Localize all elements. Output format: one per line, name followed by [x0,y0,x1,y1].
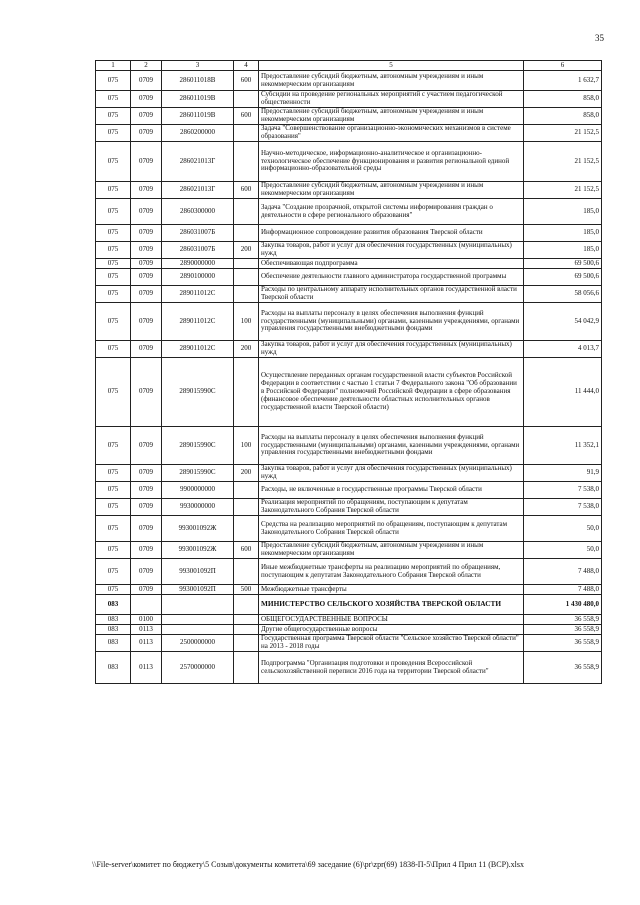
cell-ved: 075 [96,482,131,499]
cell-sum: 11 444,0 [524,358,602,427]
cell-ved: 075 [96,559,131,585]
cell-vr: 600 [234,71,259,91]
cell-name: Предоставление субсидий бюджетным, автономным учреждениям и иным некоммерческим организациям [259,71,524,91]
cell-name: Расходы по центральному аппарату исполнительных органов государственной власти Тверской области [259,286,524,303]
table-row [96,303,602,341]
table-row [96,585,602,595]
page-number: 35 [595,33,604,43]
table-body [96,71,602,684]
cell-cs [162,595,234,615]
cell-vr [234,91,259,108]
cell-ved: 075 [96,286,131,303]
cell-name: Предоставление субсидий бюджетным, автономным учреждениям и иным некоммерческим организациям [259,542,524,559]
cell-name: Субсидии на проведение региональных мероприятий с участием педагогической общественности [259,91,524,108]
cell-sum: 7 488,0 [524,559,602,585]
cell-sum: 69 500,6 [524,269,602,286]
cell-rz: 0709 [131,242,162,259]
table-row [96,595,602,615]
cell-name: Закупка товаров, работ и услуг для обеспечения государственных (муниципальных) нужд [259,242,524,259]
cell-sum: 858,0 [524,108,602,125]
cell-name: МИНИСТЕРСТВО СЕЛЬСКОГО ХОЗЯЙСТВА ТВЕРСКОЙ ОБЛАСТИ [259,595,524,615]
cell-vr [234,286,259,303]
table-row [96,615,602,625]
cell-vr [234,125,259,142]
cell-name: Предоставление субсидий бюджетным, автономным учреждениям и иным некоммерческим организациям [259,182,524,199]
cell-sum: 21 152,5 [524,125,602,142]
cell-name: Информационное сопровождение развития образования Тверской области [259,225,524,242]
table-row [96,182,602,199]
cell-rz: 0709 [131,91,162,108]
cell-cs: 2570000000 [162,652,234,684]
cell-vr [234,625,259,635]
cell-rz: 0709 [131,559,162,585]
cell-rz: 0709 [131,585,162,595]
cell-ved: 083 [96,625,131,635]
table-row [96,625,602,635]
cell-cs: 286011019В [162,108,234,125]
cell-sum: 185,0 [524,242,602,259]
cell-sum: 36 558,9 [524,635,602,652]
table-row [96,225,602,242]
cell-cs: 289015990С [162,358,234,427]
cell-vr: 600 [234,542,259,559]
cell-rz: 0709 [131,465,162,482]
cell-sum: 36 558,9 [524,652,602,684]
cell-cs: 289015990С [162,427,234,465]
column-header: 6 [524,61,602,71]
cell-ved: 075 [96,108,131,125]
cell-rz: 0709 [131,125,162,142]
cell-cs: 286011019В [162,91,234,108]
cell-name: Иные межбюджетные трансферты на реализацию мероприятий по обращениям, поступающим к депутатам Законодательного Собрания Тверской области [259,559,524,585]
cell-ved: 075 [96,91,131,108]
table-row [96,341,602,358]
cell-sum: 4 013,7 [524,341,602,358]
table-row [96,635,602,652]
cell-cs: 286021013Г [162,142,234,182]
cell-name: Обеспечивающая подпрограмма [259,259,524,269]
cell-cs: 286011018В [162,71,234,91]
cell-ved: 083 [96,615,131,625]
cell-ved: 075 [96,182,131,199]
cell-sum: 50,0 [524,516,602,542]
cell-sum: 7 538,0 [524,482,602,499]
cell-cs: 2860300000 [162,199,234,225]
table-row [96,91,602,108]
column-header: 3 [162,61,234,71]
cell-vr: 200 [234,242,259,259]
cell-cs: 993001092П [162,559,234,585]
cell-rz: 0709 [131,286,162,303]
cell-vr: 200 [234,465,259,482]
file-path-footer: \\File-server\комитет по бюджету\5 Созыв\документы комитета\69 заседание (6)\pr\zpr(69) 1838-П-5\Прил 4 Прил 11 (ВСР).xlsx [92,860,525,869]
cell-rz: 0709 [131,358,162,427]
cell-cs: 993001092Ж [162,516,234,542]
cell-rz: 0709 [131,259,162,269]
cell-name: Закупка товаров, работ и услуг для обеспечения государственных (муниципальных) нужд [259,341,524,358]
table-row [96,652,602,684]
cell-rz: 0709 [131,303,162,341]
cell-cs: 289011012С [162,303,234,341]
cell-sum: 21 152,5 [524,142,602,182]
cell-vr: 500 [234,585,259,595]
cell-name: Государственная программа Тверской области "Сельское хозяйство Тверской области" на 2013 - 2018 годы [259,635,524,652]
cell-vr: 100 [234,303,259,341]
cell-cs: 286021013Г [162,182,234,199]
cell-ved: 075 [96,341,131,358]
cell-rz: 0709 [131,427,162,465]
cell-ved: 075 [96,358,131,427]
cell-name: Подпрограмма "Организация подготовки и проведения Всероссийской сельскохозяйственной переписи 2016 года на территории Тверской области" [259,652,524,684]
cell-ved: 075 [96,242,131,259]
cell-ved: 075 [96,499,131,516]
cell-ved: 075 [96,303,131,341]
cell-rz: 0709 [131,182,162,199]
table-row [96,242,602,259]
cell-ved: 075 [96,225,131,242]
cell-name: Расходы на выплаты персоналу в целях обеспечения выполнения функций государственными (муниципальными) органами, казенными учреждениями, органами управления государственными внебюджетными фондами [259,303,524,341]
column-header: 4 [234,61,259,71]
cell-rz: 0100 [131,615,162,625]
cell-sum: 58 056,6 [524,286,602,303]
cell-sum: 7 538,0 [524,499,602,516]
table-row [96,358,602,427]
cell-vr: 600 [234,182,259,199]
table-row [96,465,602,482]
cell-sum: 7 488,0 [524,585,602,595]
column-header: 2 [131,61,162,71]
cell-sum: 11 352,1 [524,427,602,465]
cell-vr [234,652,259,684]
cell-ved: 083 [96,652,131,684]
cell-vr [234,358,259,427]
cell-name: ОБЩЕГОСУДАРСТВЕННЫЕ ВОПРОСЫ [259,615,524,625]
cell-vr [234,482,259,499]
table-row [96,142,602,182]
cell-name: Межбюджетные трансферты [259,585,524,595]
cell-sum: 858,0 [524,91,602,108]
cell-rz: 0113 [131,635,162,652]
header-row [96,61,602,71]
cell-ved: 075 [96,199,131,225]
cell-rz: 0709 [131,108,162,125]
cell-sum: 185,0 [524,199,602,225]
cell-rz: 0709 [131,516,162,542]
cell-rz: 0709 [131,142,162,182]
cell-cs: 2890000000 [162,259,234,269]
cell-ved: 075 [96,516,131,542]
cell-cs: 289015990С [162,465,234,482]
table-row [96,259,602,269]
cell-sum: 69 500,6 [524,259,602,269]
table-row [96,516,602,542]
cell-ved: 075 [96,125,131,142]
cell-ved: 083 [96,595,131,615]
cell-vr [234,199,259,225]
cell-rz [131,595,162,615]
cell-ved: 075 [96,71,131,91]
cell-rz: 0113 [131,625,162,635]
cell-sum: 1 632,7 [524,71,602,91]
cell-ved: 075 [96,542,131,559]
cell-sum: 36 558,9 [524,615,602,625]
table-row [96,108,602,125]
cell-vr [234,559,259,585]
cell-name: Задача "Создание прозрачной, открытой системы информирования граждан о деятельности в сфере регионального образования" [259,199,524,225]
table-row [96,482,602,499]
cell-cs: 993001092Ж [162,542,234,559]
cell-sum: 1 430 480,0 [524,595,602,615]
cell-cs: 286031007Б [162,242,234,259]
cell-sum: 185,0 [524,225,602,242]
cell-cs: 289011012С [162,341,234,358]
cell-ved: 083 [96,635,131,652]
cell-cs: 993001092П [162,585,234,595]
column-header: 1 [96,61,131,71]
cell-name: Закупка товаров, работ и услуг для обеспечения государственных (муниципальных) нужд [259,465,524,482]
cell-name: Научно-методическое, информационно-аналитическое и организационно-технологическое обеспечение функционирования и развития региональной единой информационно-образовательной среды [259,142,524,182]
cell-vr [234,259,259,269]
table-row [96,559,602,585]
cell-sum: 91,9 [524,465,602,482]
cell-name: Предоставление субсидий бюджетным, автономным учреждениям и иным некоммерческим организациям [259,108,524,125]
cell-cs [162,625,234,635]
cell-vr [234,635,259,652]
cell-sum: 21 152,5 [524,182,602,199]
cell-sum: 54 042,9 [524,303,602,341]
budget-table [95,60,602,684]
cell-rz: 0709 [131,269,162,286]
cell-ved: 075 [96,427,131,465]
cell-vr [234,516,259,542]
table-row [96,542,602,559]
table-row [96,427,602,465]
cell-ved: 075 [96,585,131,595]
table-row [96,199,602,225]
table-row [96,286,602,303]
cell-rz: 0113 [131,652,162,684]
cell-vr [234,615,259,625]
cell-name: Расходы на выплаты персоналу в целях обеспечения выполнения функций государственными (муниципальными) органами, казенными учреждениями, органами управления государственными внебюджетными фондами [259,427,524,465]
cell-name: Реализация мероприятий по обращениям, поступающим к депутатам Законодательного Собрания Тверской области [259,499,524,516]
cell-sum: 50,0 [524,542,602,559]
cell-ved: 075 [96,269,131,286]
cell-name: Другие общегосударственные вопросы [259,625,524,635]
cell-name: Осуществление переданных органам государственной власти субъектов Российской Федерации в соответствии с частью 1 статьи 7 Федерального закона "Об образовании в Российской Федерации" полномочий Российской Федерации в сфере образования (финансовое обеспечение деятельности областных исполнительных органов государственной власти Тверской области) [259,358,524,427]
cell-cs [162,615,234,625]
cell-rz: 0709 [131,71,162,91]
cell-cs: 286031007Б [162,225,234,242]
cell-rz: 0709 [131,225,162,242]
table-row [96,499,602,516]
cell-ved: 075 [96,259,131,269]
cell-cs: 2860200000 [162,125,234,142]
cell-ved: 075 [96,465,131,482]
cell-vr: 200 [234,341,259,358]
cell-name: Расходы, не включенные в государственные программы Тверской области [259,482,524,499]
cell-rz: 0709 [131,499,162,516]
table-row [96,125,602,142]
cell-cs: 9900000000 [162,482,234,499]
cell-sum: 36 558,9 [524,625,602,635]
cell-name: Средства на реализацию мероприятий по обращениям, поступающим к депутатам Законодательного Собрания Тверской области [259,516,524,542]
cell-vr [234,142,259,182]
table-row [96,269,602,286]
cell-rz: 0709 [131,341,162,358]
column-header: 5 [259,61,524,71]
cell-ved: 075 [96,142,131,182]
table-row [96,71,602,91]
cell-cs: 2890100000 [162,269,234,286]
cell-name: Обеспечение деятельности главного администратора государственной программы [259,269,524,286]
cell-cs: 9930000000 [162,499,234,516]
cell-name: Задача "Совершенствование организационно-экономических механизмов в системе образования" [259,125,524,142]
cell-vr [234,269,259,286]
cell-rz: 0709 [131,542,162,559]
cell-vr [234,595,259,615]
cell-rz: 0709 [131,482,162,499]
cell-rz: 0709 [131,199,162,225]
cell-vr [234,225,259,242]
cell-vr: 600 [234,108,259,125]
cell-cs: 2500000000 [162,635,234,652]
cell-cs: 289011012С [162,286,234,303]
cell-vr [234,499,259,516]
cell-vr: 100 [234,427,259,465]
